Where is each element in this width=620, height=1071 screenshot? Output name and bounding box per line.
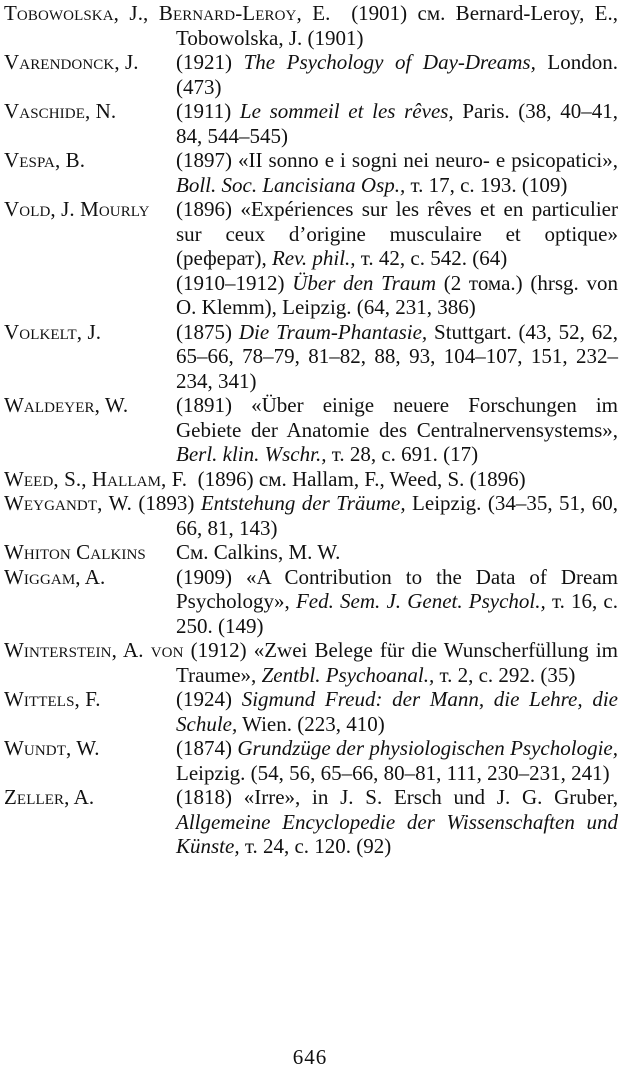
- entry-text: London. (473): [176, 50, 619, 99]
- entry-title: Die Traum-Phantasie,: [238, 319, 428, 344]
- entry-text: т. 17, с. 193. (109): [405, 172, 568, 197]
- entry-text: (1818) «Irre», in J. S. Ersch und J. G. Gruber,: [176, 785, 618, 809]
- entry-text: Leipzig. (54, 56, 65–66, 80–81, 111, 230–231, 241): [176, 760, 610, 785]
- entry-author: Wittels, F.: [4, 687, 101, 711]
- entry-title: Grundzüge der physiologischen Psychologie,: [237, 736, 618, 760]
- entry-journal: Berl. klin. Wschr.,: [176, 442, 327, 466]
- entry-journal: Rev. phil.,: [271, 246, 356, 270]
- entry-journal: Boll. Soc. Lancisiana Osp.,: [176, 172, 406, 197]
- entry-author: Varendonck, J.: [4, 50, 139, 74]
- entry-text: (1896) см. Hallam, F., Weed, S. (1896): [197, 466, 526, 491]
- bibliography-entry-tobowolska: [4, 1, 618, 50]
- entry-text: Wien. (223, 410): [237, 711, 385, 736]
- bibliography-entry-volkelt: [4, 320, 618, 394]
- entry-author: Whiton Calkins: [4, 540, 146, 564]
- entry-title: Le sommeil et les rêves,: [239, 99, 454, 123]
- entry-text: См. Calkins, M. W.: [176, 540, 341, 564]
- bibliography-entry-whiton-calkins: [4, 540, 618, 565]
- entry-text: (1924): [176, 687, 242, 711]
- entry-text: (1891) «Über einige neuere Forschungen im Gebiete der Anatomie des Centralnervensystems»,: [176, 393, 618, 442]
- entry-text: Paris. (38, 40–41, 84, 544–545): [176, 99, 618, 148]
- entry-text: Leipzig. (34–35, 51, 60, 66, 81, 143): [176, 491, 618, 540]
- entry-author: Wiggam, A.: [4, 564, 106, 589]
- bibliography-page: [4, 1, 618, 859]
- entry-text: (1896) «Expériences sur les rêves et en particulier sur ceux d’origine musculaire et optique» (реферат),: [176, 197, 618, 270]
- entry-journal: Fed. Sem. J. Genet. Psychol.,: [295, 589, 546, 613]
- entry-author: Vold, J. Mourly: [4, 197, 150, 221]
- bibliography-entry-varendonck: [4, 50, 618, 99]
- bibliography-entry-weygandt: [4, 491, 618, 540]
- bibliography-entry-wittels: [4, 687, 618, 736]
- entry-text: т. 2, с. 292. (35): [434, 662, 576, 687]
- entry-author: Tobowolska, J., Bernard-Leroy, E.: [4, 1, 331, 25]
- entry-author: Waldeyer, W.: [4, 393, 129, 417]
- entry-text: (1875): [176, 319, 239, 344]
- entry-author: Weygandt, W.: [4, 491, 132, 515]
- entry-text: (1901) см. Bernard-Leroy, E., Tobowolska, J. (1901): [176, 1, 618, 50]
- entry-author: Zeller, A.: [4, 785, 95, 809]
- entry-text: (1910–1912): [176, 270, 293, 295]
- bibliography-entry-vaschide: [4, 99, 618, 148]
- entry-text: т. 42, с. 542. (64): [355, 246, 508, 270]
- entry-text: т. 24, с. 120. (92): [239, 834, 392, 858]
- entry-title: Entstehung der Träume,: [200, 491, 406, 515]
- entry-author: Weed, S., Hallam, F.: [4, 466, 188, 491]
- entry-text: (1921): [176, 50, 244, 74]
- entry-author: Wundt, W.: [4, 736, 100, 760]
- entry-text: (1897) «II sonno e i sogni nei neuro- e psicopatici»,: [176, 148, 618, 172]
- entry-author: Winterstein, A. von: [4, 638, 184, 662]
- entry-text: (1911): [176, 99, 240, 123]
- entry-author: Vaschide, N.: [4, 99, 117, 123]
- entry-text: (1912) «Zwei Belege für die Wunscherfüllung im Traume»,: [176, 638, 618, 687]
- entry-title: Sigmund Freud: der Mann, die Lehre, die Schule,: [176, 687, 618, 736]
- entry-title: Über den Traum: [292, 270, 436, 295]
- bibliography-entry-waldeyer: [4, 393, 618, 467]
- entry-text: т. 28, с. 691. (17): [326, 442, 479, 466]
- entry-text: Stuttgart. (43, 52, 62, 65–66, 78–79, 81–82, 88, 93, 104–107, 151, 232–234, 341): [176, 319, 618, 393]
- bibliography-entry-wiggam: [4, 565, 618, 639]
- bibliography-entry-zeller: [4, 785, 618, 859]
- bibliography-entry-vespa: [4, 148, 618, 197]
- entry-title: The Psychology of Day-Dreams,: [243, 50, 536, 74]
- bibliography-entry-winterstein: [4, 638, 618, 687]
- entry-text: (2 тома.) (hrsg. von O. Klemm), Leipzig. (64, 231, 386): [176, 270, 618, 319]
- entry-text: (1874): [176, 736, 238, 760]
- entry-text: т. 16, с. 250. (149): [176, 589, 619, 638]
- bibliography-entry-wundt: [4, 736, 618, 785]
- bibliography-entry-weed: [4, 467, 618, 492]
- bibliography-entry-vold: [4, 197, 618, 320]
- entry-title: Allgemeine Encyclopedie der Wissenschaften und Künste,: [176, 809, 618, 858]
- entry-author: Volkelt, J.: [4, 319, 102, 344]
- page-number: 646: [292, 1045, 328, 1069]
- entry-journal: Zentbl. Psychoanal.,: [261, 662, 435, 687]
- entry-text: (1909) «A Contribution to the Data of Dream Psychology»,: [176, 564, 618, 613]
- entry-text: (1893): [138, 491, 201, 515]
- entry-author: Vespa, B.: [4, 148, 86, 172]
